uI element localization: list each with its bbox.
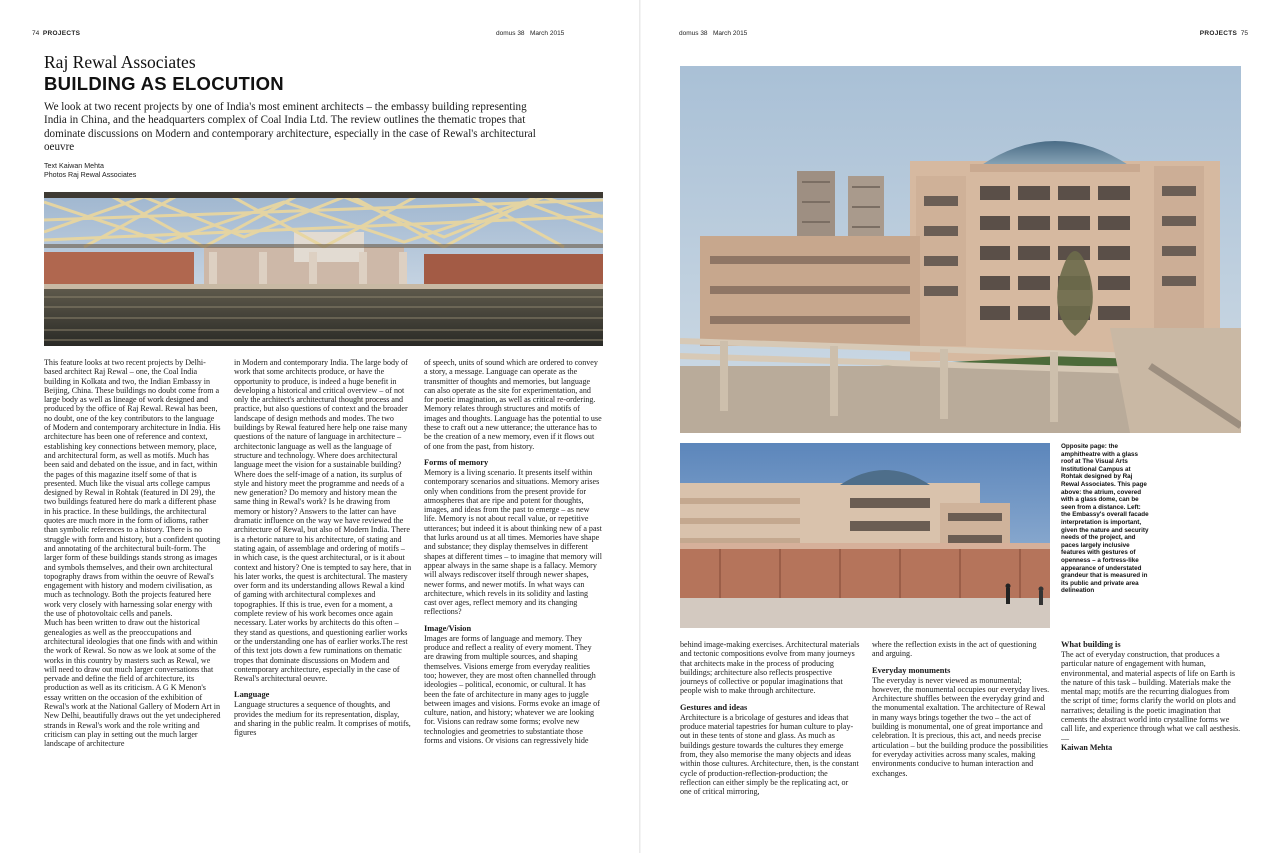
embassy-atrium-photo (680, 66, 1241, 433)
article-credit-photos: Photos Raj Rewal Associates (44, 171, 137, 179)
photo-caption: Opposite page: the amphitheatre with a glass roof at The Visual Arts Institutional Campus at Rohtak designed by Raj Rewal Associates. This page above: the atrium, covered with a glass dome, can be seen from a distance. Left: the Embassy's overall facade interpretation is important, given the nature and security needs of the project, and paces largely inclusive features with gestures of openness – a fortress-like appearance of understated grandeur that is measured in its public and private area delineation (1061, 443, 1149, 595)
column-3-paragraph-2: Memory is a living scenario. It presents itself within contemporary scenarios and situations. Memory arises only when conditions from the present provide for atmospheres that are ripe and potent for thoughts, images, and ideas from the past to emerge – as new life. Memory is not about recall value, or repetitive utterances; but indeed it is about thinking new of a past that lurks around us at all times. Memories have shape and substance; they display themselves in different shapes at different times – to imagine that memory will appear always in the same shape is a fallacy. Memory will always rediscover itself through newer shapes, newer forms, and newer motifs. In what ways can architecture, which revels in its solidity and lasting cast over ages, reflect memory and its changing reflections? (424, 467, 602, 617)
left-magazine-info (496, 30, 564, 37)
author-signature: Kaiwan Mehta (1061, 742, 1113, 752)
text-column-4 (680, 640, 860, 830)
text-column-5 (872, 640, 1050, 830)
right-issue-date: March 2015 (712, 30, 748, 37)
column-3-paragraph-1: of speech, units of sound which are ordered to convey a story, a message. Language can operate as the transmitter of thoughts and memories, but language can also operate as the site for experimentation, and for poetic imagination, as well as critical re-ordering. Memory relates through structures and motifs of images and thoughts. Language has the potential to use these to craft out a new utterance; the utterance has to be the creation of a new memory, even if it flows out of one from the past, from history. (424, 358, 602, 451)
column-2-paragraph-1: in Modern and contemporary India. The large body of work that some architects produce, or have the opportunity to produce, is indeed a huge benefit in developing a historical and critical overview – of not only the architect's architectural thought process and practice, but also questions of context and the broader landscape of design methods and modes. The two buildings by Rewal featured here help one raise many questions of the nature of language in architecture – architectonic language as well as the language of structure and technology. Where does architectural language meet the vision for a sustainable building? Where does the self-image of a nation, its surplus of style and history meet the programme and needs of a new generation? Do memory and history mean the same thing in Rewal's work? Is he drawing from memory or history? Answers to the latter can have dramatic influence on the way we have reviewed the architecture of Rewal, but also of Modern India. There is a rhetoric nature to his architecture, of stating and stating again, of assemblage and ordering of motifs – in which case, is the quest architectural, or is it about context and history? One is tempted to say here, that in his later works, the quest is architectural. The mastery over form and its understanding allows Rewal a kind of gaming with architectural complexes and topographies. If this is true, even for a moment, a complete review of his work becomes once again necessary. Later works by architects do this often – they stand as questions, and questioning earlier works or the understanding one has of earlier works.The rest of this text jots down a few ruminations on thematic tropes that dominate discussions on Modern and contemporary architecture, especially in the case of Rewal's architectural oeuvre. (234, 358, 412, 684)
column-4-paragraph-2: Architecture is a bricolage of gestures and ideas that produce material tapestries for human culture to play-out in these tents of stone and glass. As much as buildings gesture towards the cultures they emerge from, they also memorise the many objects and ideas within those cultures. Architecture, then, is the constant cycle of production-reflection-production; the reflection can either simply be the replicating act, or one of critical mirroring, (680, 712, 859, 797)
right-magazine-name: domus 38 (679, 30, 708, 37)
article-credit-text: Text Kaiwan Mehta (44, 162, 104, 170)
heading-everyday-monuments: Everyday monuments (872, 665, 951, 675)
column-1-paragraph-2: Much has been written to draw out the historical genealogies as well as the preoccupations and architectural ideologies that one finds with and within the work of Rewal. So now as we look at some of the works in this country by masters such as Rewal, we will need to draw out much larger conversations that pervade and define the field of architecture, its production as well as its criticism. A G K Menon's essay written on the occasion of the exhibition of Rewal's work at the National Gallery of Modern Art in New Delhi, beautifully draws out the yet undeciphered strands in Rewal's work and the role writing and criticism can play in setting out the much larger landscape of architecture (44, 618, 221, 749)
architect-name: Raj Rewal Associates (44, 52, 196, 72)
heading-what-building-is: What building is (1061, 640, 1121, 649)
embassy-facade-photo (680, 443, 1050, 628)
page-spine (639, 0, 641, 853)
text-column-6 (1061, 640, 1241, 830)
left-issue-date: March 2015 (529, 30, 565, 37)
right-section-label: PROJECTS (1199, 30, 1238, 37)
amphitheatre-photo (44, 192, 603, 346)
column-5-paragraph-1: where the reflection exists in the act of questioning and arguing. (872, 640, 1037, 659)
heading-forms-of-memory: Forms of memory (424, 457, 489, 467)
text-column-3 (424, 358, 602, 828)
text-column-2 (234, 358, 412, 828)
column-1-paragraph-1: This feature looks at two recent projects by Delhi-based architect Raj Rewal – one, the Coal India building in Kolkata and two, the Indian Embassy in Beijing, China. These buildings no doubt come from a large body as well as lineage of work designed and produced by the office of Raj Rewal. Rewal has been, no doubt, one of the key contributors to the language of Modern and contemporary architecture in India. His architecture has been one of reference and context, establishing key connections between memory, place, and architectural form, as well as motifs. Much has been said and debated on the issue, and in fact, within the pages of this magazine itself some of that is presented. Much like the visual arts college campus designed by Rewal in Rohtak (featured in DI 29), the two buildings featured here do mark a different phase in his practice. In these buildings, the architectural quotes are much more in the form of idioms, rather than symbolic references to a history. There is no struggle with form and history, but a confident quoting and annotating of the architectural built-form. The larger form of these buildings stands strong as images and symbols themselves, and their own architectural topography draws from within the oeuvre of Rewal's engagement with history and modern civilisation, as much as technology. Both the projects featured here work very closely with harnessing solar energy with the use of photovoltaic cells and panels. (44, 358, 221, 619)
heading-gestures-and-ideas: Gestures and ideas (680, 702, 748, 712)
left-magazine-name: domus 38 (496, 30, 525, 37)
column-6-paragraph-1: The act of everyday construction, that produces a particular nature of engagement with human, environmental, and material aspects of life on Earth is the nature of this task – building. Materials make the mental map; motifs are the recurring dialogues from the script of time; forms clarify the world on plots and narratives; detailing is the poetic imagination that cements the abstract world into crystalline forms we call life, and experience through what we call aesthesis. (1061, 650, 1241, 734)
right-page-number: 75 (1240, 30, 1248, 37)
column-3-paragraph-3: Images are forms of language and memory. They produce and reflect a reality of every moment. They are drawing from multiple sources, and shaping themselves. Visions emerge from everyday realities too; however, they are most often channelled through ideologies – political, economic, or cultural. It has been the fate of architecture in many ages to juggle between images and visions. Forms evoke an image of culture, nation, and history; whatever we are looking for. Visions can redraw some forms; evolve new technologies and geometries to substantiate those forms and visions. Or visions can regressively hide (424, 633, 600, 745)
column-6-dash: — (1061, 733, 1070, 743)
left-page-header (32, 30, 80, 37)
article-title: BUILDING AS ELOCUTION (44, 73, 284, 94)
heading-language: Language (234, 690, 270, 700)
article-standfirst: We look at two recent projects by one of India's most eminent architects – the embassy building representing India in China, and the headquarters complex of Coal India Ltd. The review outlines the thematic tropes that dominate discussions on Modern and contemporary architecture, especially in the case of Rewal's architectural oeuvre (44, 101, 536, 153)
column-4-paragraph-1: behind image-making exercises. Architectural materials and tectonic compositions evolve from many journeys that architects make in the process of producing buildings; architecture also reflects prospective journeys of collective or popular imaginations that people wish to make through architecture. (680, 640, 860, 696)
column-2-paragraph-2: Language structures a sequence of thoughts, and provides the medium for its representation, display, and sharing in the public realm. It comprises of motifs, figures (234, 700, 411, 738)
right-magazine-info (679, 30, 747, 37)
text-column-1 (44, 358, 222, 828)
left-page-number: 74 (32, 30, 40, 37)
right-page-header (1200, 30, 1248, 37)
heading-image-vision: Image/Vision (424, 623, 472, 633)
left-section-label: PROJECTS (42, 30, 81, 37)
column-5-paragraph-2: The everyday is never viewed as monumental; however, the monumental occupies our everyday lives. Architecture shuffles between the everyday grind and the monumental exaltation. The architecture of Rewal in many ways brings together the two – the act of building is monumental, one of great importance and celebration. It is precious, this act, and needs precise articulation – but the building produce the possibilities for everyday activities across many scales, making environments conducive to human interaction and exchanges. (872, 675, 1050, 778)
